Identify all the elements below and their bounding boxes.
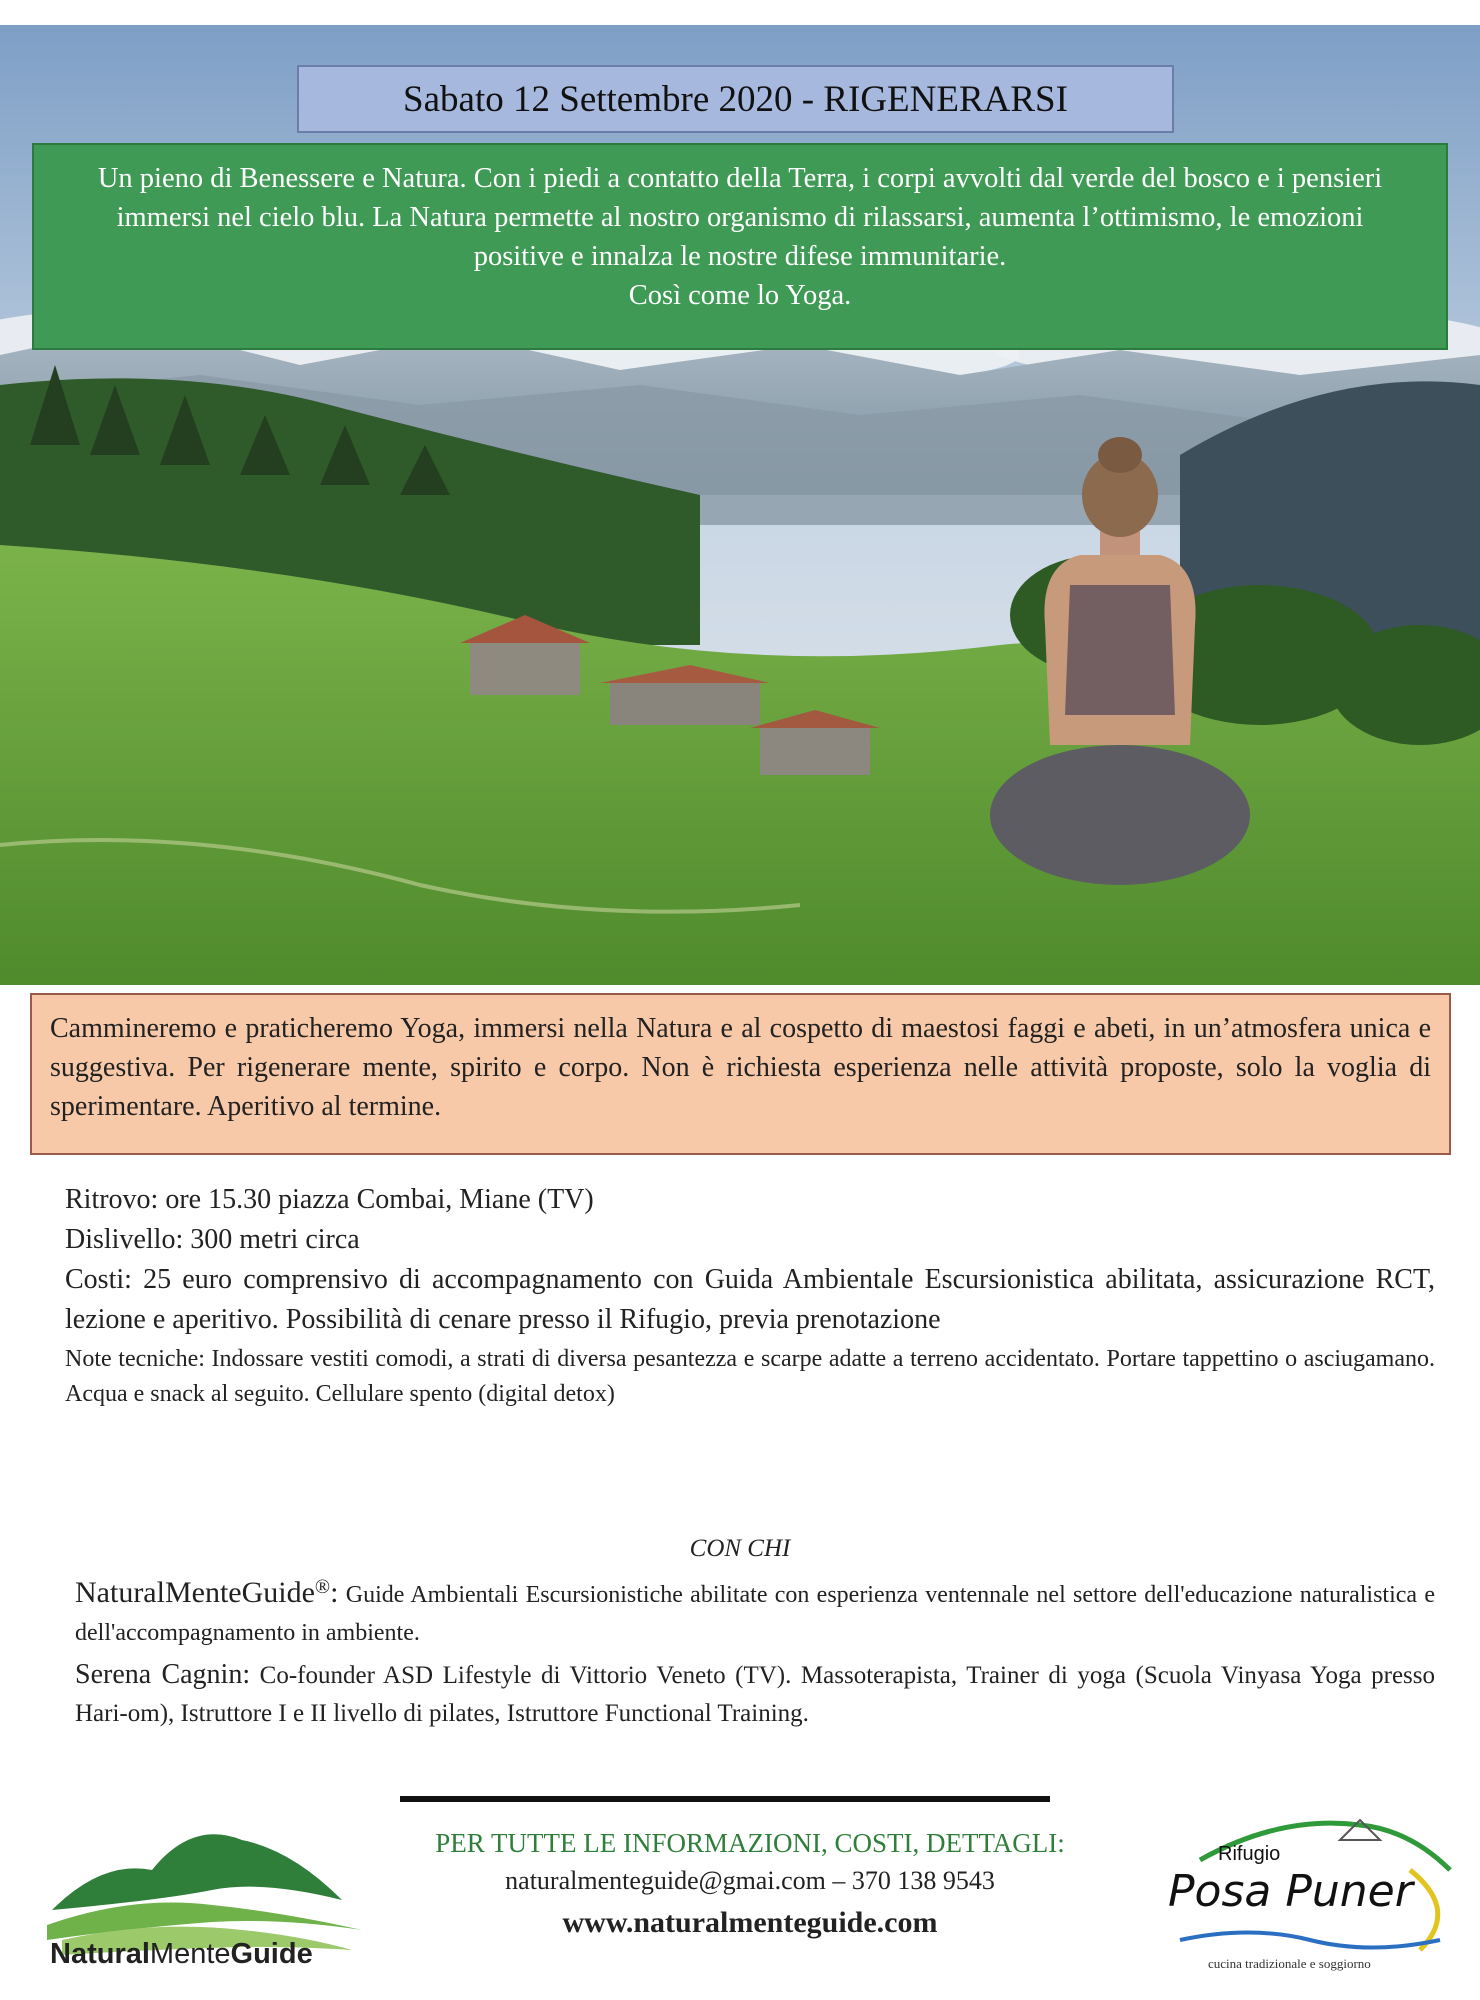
divider-line (400, 1796, 1050, 1802)
contact-line: naturalmenteguide@gmai.com – 370 138 9543 (505, 1866, 995, 1895)
detail-costi (65, 1260, 1435, 1340)
detail-ritrovo (65, 1180, 1435, 1220)
detail-label: Note tecniche: (65, 1346, 205, 1372)
detail-note (65, 1342, 1435, 1412)
serena-desc: Co-founder ASD Lifestyle di Vittorio Veneto (TV). Massoterapista, Trainer di yoga (Scuola Vinyasa Yoga presso Hari-om), Istruttore I e II livello di pilates, Istruttore Functional Training. (75, 1662, 1435, 1727)
event-details (65, 1180, 1435, 1412)
detail-label: Dislivello: (65, 1224, 184, 1255)
detail-value: ore 15.30 piazza Combai, Miane (TV) (158, 1184, 594, 1215)
detail-value: Indossare vestiti comodi, a strati di diversa pesantezza e scarpe adatte a terreno accidentato. Portare tappettino o asciugamano. Acqua e snack al seguito. Cellulare spento (digital detox) (65, 1346, 1436, 1407)
detail-label: Costi: (65, 1264, 132, 1295)
detail-value: 300 metri circa (183, 1224, 360, 1255)
date-banner: Sabato 12 Settembre 2020 - RIGENERARSI (297, 65, 1174, 133)
intro-box (32, 143, 1448, 350)
rifugio-label: Rifugio (1218, 1843, 1281, 1865)
intro-tagline: Così come lo Yoga. (628, 280, 852, 311)
detail-dislivello (65, 1220, 1435, 1260)
rifugio-name: Posa Puner (1168, 1866, 1413, 1917)
guide-serena (75, 1656, 1435, 1733)
info-title: PER TUTTE LE INFORMAZIONI, COSTI, DETTAGLI: (435, 1828, 1065, 1858)
naturalmenteguide-logo-text (50, 1938, 313, 1971)
detail-label: Ritrovo: (65, 1184, 159, 1215)
logo-word-guide: Guide (230, 1938, 313, 1970)
intro-text: Un pieno di Benessere e Natura. Con i piedi a contatto della Terra, i corpi avvolti dal verde del bosco e i pensieri immersi nel cielo blu. La Natura permette al nostro organismo di rilassarsi, aumenta l’ottimismo, le emozioni positive e innalza le nostre difese immunitarie. (97, 163, 1383, 272)
rifugio-subtitle: cucina tradizionale e soggiorno (1208, 1956, 1371, 1971)
registered-mark: ® (314, 1576, 331, 1598)
logo-word-natural: Natural (50, 1938, 150, 1970)
guides-section (75, 1568, 1435, 1733)
guide-colon: : (330, 1576, 339, 1609)
guide-naturalmente (75, 1568, 1435, 1652)
serena-name: Serena Cagnin: (75, 1659, 251, 1690)
logo-word-mente: Mente (149, 1938, 231, 1970)
activity-description-box (30, 993, 1451, 1155)
detail-value: 25 euro comprensivo di accompagnamento con Guida Ambientale Escursionistica abilitata, assicurazione RCT, lezione e aperitivo. Possibilità di cenare presso il Rifugio, previa prenotazione (65, 1264, 1435, 1335)
hero-photo (0, 25, 1480, 985)
activity-text: Cammineremo e praticheremo Yoga, immersi nella Natura e al cospetto di maestosi faggi e abeti, in un’atmosfera unica e suggestiva. Per rigenerare mente, spirito e corpo. Non è richiesta esperienza nelle attività proposte, solo la voglia di sperimentare. Aperitivo al termine. (50, 1013, 1431, 1122)
guide-desc: Guide Ambientali Escursionistiche abilitate con esperienza ventennale nel settore dell'educazione naturalistica e dell'accompagnamento in ambiente. (75, 1582, 1435, 1646)
website-link[interactable]: www.naturalmenteguide.com (562, 1906, 938, 1939)
guide-name: NaturalMenteGuide (75, 1576, 315, 1609)
section-heading-con-chi: CON CHI (689, 1535, 791, 1562)
